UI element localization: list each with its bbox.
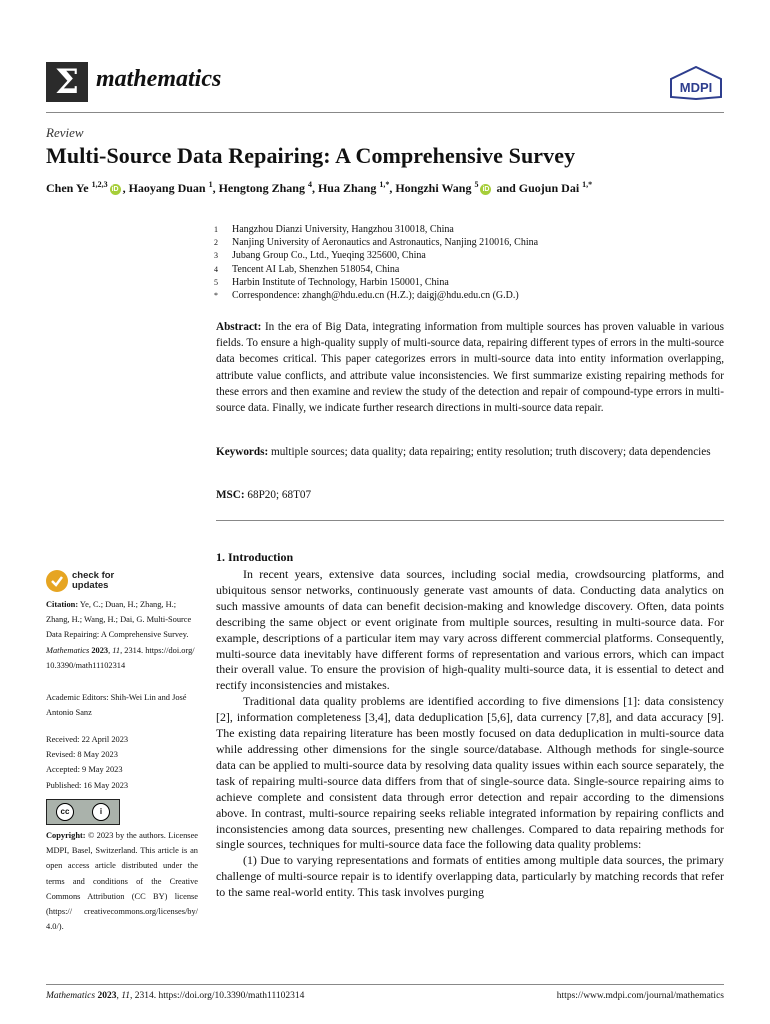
citation-volume: 11: [112, 645, 121, 655]
journal-logo: Σ: [46, 62, 88, 102]
citation-year: 2023: [91, 645, 109, 655]
check-updates-line1: check for: [72, 570, 115, 581]
footer-journal-url[interactable]: https://www.mdpi.com/journal/mathematics: [556, 991, 724, 1001]
citation-doi: , 2314. https://doi.org/ 10.3390/math11102314: [46, 645, 195, 670]
citation-text: Ye, C.; Duan, H.; Zhang, H.; Zhang, H.; Wang, H.; Dai, G. Multi-Source Data Repairing: A Comprehensive Survey.: [46, 600, 192, 640]
keywords: [216, 444, 724, 460]
keywords-label: Keywords:: [216, 446, 269, 458]
orcid-icon[interactable]: iD: [482, 185, 490, 193]
msc-label: MSC:: [216, 489, 245, 501]
citation-journal: Mathematics: [46, 645, 90, 655]
check-for-updates-button[interactable]: [46, 570, 114, 592]
citation-label: Citation:: [46, 600, 79, 609]
affiliation-item: 5 Harbin Institute of Technology, Harbin 150001, China: [214, 276, 449, 288]
paragraph-1: Traditional data quality problems are identified according to five dimensions [1]: data consistency [2], information completeness [3,4], data deduplication [5,6], data currency [7,8], and data accuracy [9]. The existing data repairing literature has been mostly focused on data deduplication in multi-source data while addressing other dimensions for the single source/database. Although methods for single-source data can be applied to multi-source data by resolving data quality issues within each source separately, the task of repairing multi-source data differs from that of single-source data. Single-source repairing aims to achieve complete and consistent data through error detection and repair according to the dimensions above. In contrast, multi-source repairing seeks reliable integrated information by repairing conflicts and inconsistencies among data sources, presenting new challenges. Compared to data repairing methods for single sources, techniques for multi-source data face the following data quality problems:: [216, 694, 724, 852]
date-item: Received: 22 April 2023: [46, 735, 129, 744]
affiliation-item: 3 Jubang Group Co., Ltd., Yueqing 325600, China: [214, 250, 426, 262]
date-item: Published: 16 May 2023: [46, 780, 129, 790]
publisher-name: MDPI: [679, 80, 713, 95]
footer-year: 2023: [97, 991, 117, 1001]
citation-block: Citation: Ye, C.; Duan, H.; Zhang, H.; Zhang, H.; Wang, H.; Dai, G. Multi-Source Data Repairing: A Comprehensive Survey. Mathematics 2023, 11, 2314. https://doi.org/ 10.3390/math11102314: [46, 600, 195, 670]
date-item: Revised: 8 May 2023: [46, 750, 118, 760]
copyright-label: Copyright:: [46, 831, 86, 840]
footer-divider: [46, 984, 724, 985]
cc-by-badge[interactable]: [46, 799, 120, 825]
paragraph-2: (1) Due to varying representations and formats of entities among multiple data sources, the primary challenge of multi-source repair is to identify overlapping data, particularly by matching records that refer to the same real-world entity. This task involves purging: [216, 853, 724, 900]
copyright-block: [46, 828, 198, 934]
section-heading: 1. Introduction: [216, 550, 294, 564]
article-title: Multi-Source Data Repairing: A Comprehensive Survey: [46, 143, 576, 168]
mdpi-logo: [669, 66, 723, 105]
author-0: Chen Ye $^{1,2,3}$: [46, 180, 108, 195]
footer-volume: 11: [121, 991, 130, 1001]
journal-name: mathematics: [96, 66, 222, 92]
orcid-icon[interactable]: iD: [111, 185, 119, 193]
abstract-divider: [216, 520, 724, 521]
body-text: [216, 567, 724, 901]
affiliations: [214, 223, 538, 302]
cc-icon: cc: [56, 803, 74, 821]
author-list: [46, 180, 592, 196]
author-4: , Hongzhi Wang $^5$: [389, 180, 479, 195]
article-dates: [46, 732, 198, 793]
abstract-label: Abstract:: [216, 321, 262, 333]
msc-text: 68P20; 68T07: [247, 489, 312, 501]
check-updates-icon: [46, 570, 68, 592]
date-item: Accepted: 9 May 2023: [46, 765, 123, 775]
abstract: [216, 319, 724, 416]
check-updates-line2: updates: [72, 580, 109, 591]
affiliation-item: * Correspondence: zhangh@hdu.edu.cn (H.Z.); daigj@hdu.edu.cn (G.D.): [214, 290, 519, 302]
footer-citation: Mathematics 2023, 11, 2314. https://doi.org/10.3390/math11102314: [46, 991, 305, 1001]
affiliation-item: 2 Nanjing University of Aeronautics and Astronautics, Nanjing 210016, China: [214, 237, 539, 249]
author-5: and Guojun Dai $^{1,*}$: [493, 180, 593, 195]
copyright-text: © 2023 by the authors. Licensee MDPI, Basel, Switzerland. This article is an open access article distributed under the terms and conditions of the Creative Commons Attribution (CC BY) license (https:// creativecommons.org/licenses/by/ 4.0/).: [46, 831, 198, 932]
abstract-text: In the era of Big Data, integrating information from multiple sources has proven valuable in various fields. To ensure a high-quality supply of multi-source data, repairing different types of errors in the multi-source data becomes critical. This paper categorizes errors in multi-source data into entity information overlapping, attribute value conflicts, and attribute value inconsistencies. We first summarize existing repairing methods for these errors and then examine and review the study of the detection and repair of compound-type errors in multi-source data. Finally, we indicate further research directions in multi-source data repair.: [216, 321, 725, 415]
keywords-text: multiple sources; data quality; data repairing; entity resolution; truth discovery; data dependencies: [271, 446, 711, 458]
footer-journal: Mathematics: [46, 991, 96, 1001]
footer-doi-link[interactable]: , 2314. https://doi.org/10.3390/math11102314: [130, 991, 305, 1001]
author-3: , Hua Zhang $^{1,*}$: [311, 180, 390, 195]
affiliation-item: 4 Tencent AI Lab, Shenzhen 518054, China: [214, 263, 400, 275]
article-type: Review: [46, 125, 84, 140]
academic-editors: Academic Editors: Shih-Wei Lin and José Antonio Sanz: [46, 693, 187, 718]
header-divider: [46, 112, 724, 113]
by-icon: i: [92, 803, 110, 821]
msc-codes: [216, 489, 311, 501]
author-2: , Hengtong Zhang $^4$: [212, 180, 312, 195]
affiliation-item: 1 Hangzhou Dianzi University, Hangzhou 310018, China: [214, 224, 454, 235]
author-1: , Haoyang Duan $^1$: [122, 180, 213, 195]
paragraph-0: In recent years, extensive data sources, including social media, crowdsourcing platforms, and ubiquitous sensor networks, continuously generate vast amounts of data. Conducting data analytics on such massive amounts of data can benefit decision-making and knowledge discovery. Often, data points describing the same object or event originate from multiple sources, resulting in multi-source data. For example, descriptions of a particular item may vary across different commercial platforms. Consequently, multi-source data inevitably have different forms of representation and various errors, which can impact their overall value. To ensure the provision of high-quality multi-source data, it is essential to detect and rectify inconsistencies and mistakes.: [216, 567, 724, 693]
